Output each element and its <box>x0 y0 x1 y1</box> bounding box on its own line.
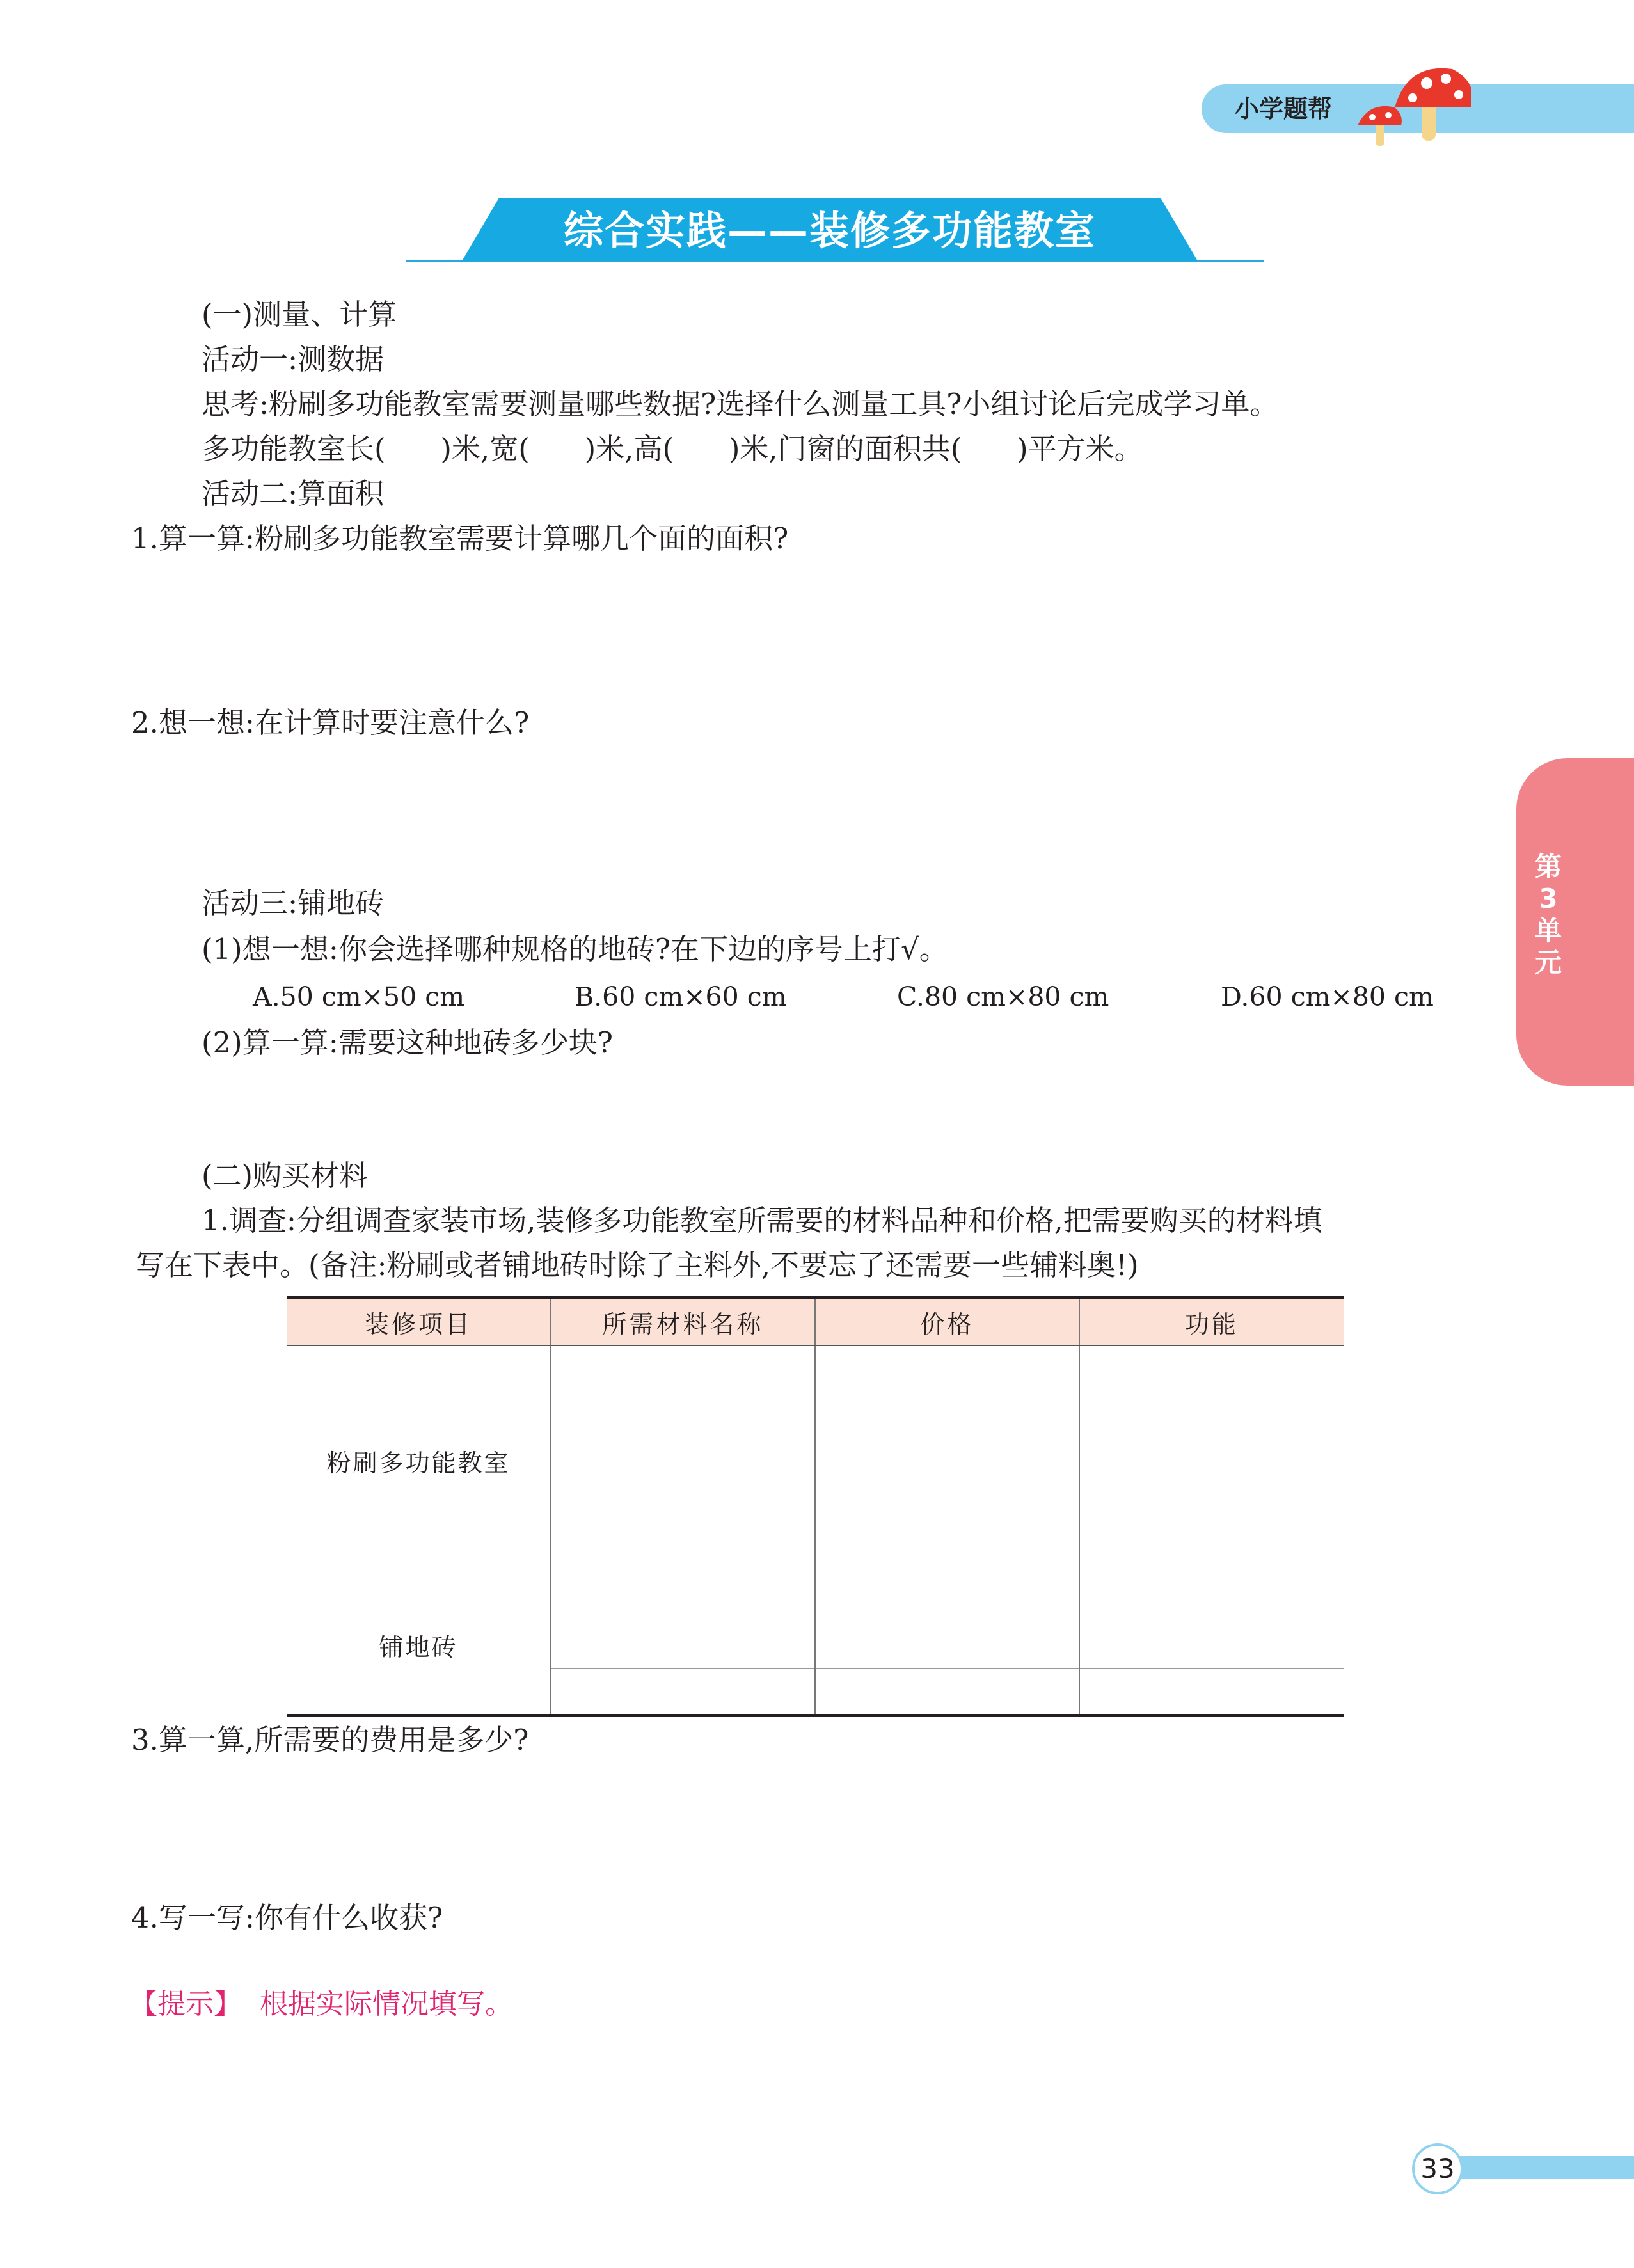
page-number: 33 <box>1412 2143 1463 2194</box>
table-cell[interactable] <box>551 1622 815 1669</box>
table-cell[interactable] <box>815 1669 1079 1716</box>
table-cell[interactable] <box>815 1530 1079 1576</box>
table-cell[interactable] <box>1079 1438 1344 1484</box>
header-price: 价格 <box>815 1297 1079 1345</box>
table-cell[interactable] <box>815 1438 1079 1484</box>
unit-tab-char: 元 <box>1534 947 1562 978</box>
activity1-title: 活动一:测数据 <box>202 342 385 376</box>
option-a: A.50 cm×50 cm <box>253 981 465 1012</box>
materials-table <box>287 1296 1344 1717</box>
table-cell[interactable] <box>551 1345 815 1392</box>
tip-text: 根据实际情况填写。 <box>259 1988 513 2020</box>
brand-label: 小学题帮 <box>1235 95 1333 123</box>
header-function: 功能 <box>1079 1297 1344 1345</box>
table-cell[interactable] <box>1079 1484 1344 1530</box>
table-cell[interactable] <box>815 1345 1079 1392</box>
table-cell[interactable] <box>815 1484 1079 1530</box>
table-cell[interactable] <box>815 1622 1079 1669</box>
group-tiling: 铺地砖 <box>287 1576 551 1716</box>
table-cell[interactable] <box>551 1438 815 1484</box>
activity2-title: 活动二:算面积 <box>202 477 385 511</box>
table-row <box>287 1576 1344 1622</box>
question-3: 3.算一算,所需要的费用是多少? <box>131 1723 529 1757</box>
unit-tab-char: 单 <box>1534 915 1562 946</box>
table-cell[interactable] <box>1079 1622 1344 1669</box>
table-cell[interactable] <box>1079 1392 1344 1438</box>
question-1: 1.算一算:粉刷多功能教室需要计算哪几个面的面积? <box>131 521 789 555</box>
header-material-name: 所需材料名称 <box>551 1297 815 1345</box>
table-cell[interactable] <box>1079 1345 1344 1392</box>
table-cell[interactable] <box>1079 1669 1344 1716</box>
table-cell[interactable] <box>815 1576 1079 1622</box>
tile-question-2: (2)算一算:需要这种地砖多少块? <box>202 1026 614 1059</box>
dimensions-fill-in: 多功能教室长( )米,宽( )米,高( )米,门窗的面积共( )平方米。 <box>202 432 1143 466</box>
section2-heading: (二)购买材料 <box>202 1159 369 1193</box>
table-cell[interactable] <box>551 1576 815 1622</box>
option-c: C.80 cm×80 cm <box>897 981 1109 1012</box>
header-project: 装修项目 <box>287 1297 551 1345</box>
table-cell[interactable] <box>1079 1576 1344 1622</box>
unit-tab-number: 3 <box>1539 883 1558 914</box>
table-cell[interactable] <box>815 1392 1079 1438</box>
tip-label: 【提示】 <box>129 1988 242 2020</box>
tile-question-1: (1)想一想:你会选择哪种规格的地砖?在下边的序号上打√。 <box>202 932 948 966</box>
unit-tab-char: 第 <box>1534 851 1562 882</box>
table-cell[interactable] <box>551 1392 815 1438</box>
group-painting: 粉刷多功能教室 <box>287 1345 551 1576</box>
think-prompt: 思考:粉刷多功能教室需要测量哪些数据?选择什么测量工具?小组讨论后完成学习单。 <box>202 387 1279 421</box>
survey-instruction-line2: 写在下表中。(备注:粉刷或者铺地砖时除了主料外,不要忘了还需要一些辅料奥!) <box>136 1248 1139 1282</box>
question-2: 2.想一想:在计算时要注意什么? <box>131 706 530 740</box>
option-d: D.60 cm×80 cm <box>1221 981 1434 1012</box>
table-row <box>287 1345 1344 1392</box>
tip-note <box>129 1985 513 2024</box>
mushroom-icon <box>1350 56 1471 152</box>
table-cell[interactable] <box>1079 1530 1344 1576</box>
section1-heading: (一)测量、计算 <box>202 297 397 331</box>
option-b: B.60 cm×60 cm <box>575 981 787 1012</box>
table-cell[interactable] <box>551 1484 815 1530</box>
page-number-bar <box>1452 2156 1634 2179</box>
activity3-title: 活动三:铺地砖 <box>202 886 385 920</box>
page-title: 综合实践——装修多功能教室 <box>563 207 1096 254</box>
table-header-row <box>287 1297 1344 1345</box>
table-cell[interactable] <box>551 1530 815 1576</box>
unit-side-tab-label <box>1516 851 1580 979</box>
question-4: 4.写一写:你有什么收获? <box>131 1901 443 1935</box>
survey-instruction-line1: 1.调查:分组调查家装市场,装修多功能教室所需要的材料品种和价格,把需要购买的材料填 <box>202 1203 1322 1237</box>
table-cell[interactable] <box>551 1669 815 1716</box>
